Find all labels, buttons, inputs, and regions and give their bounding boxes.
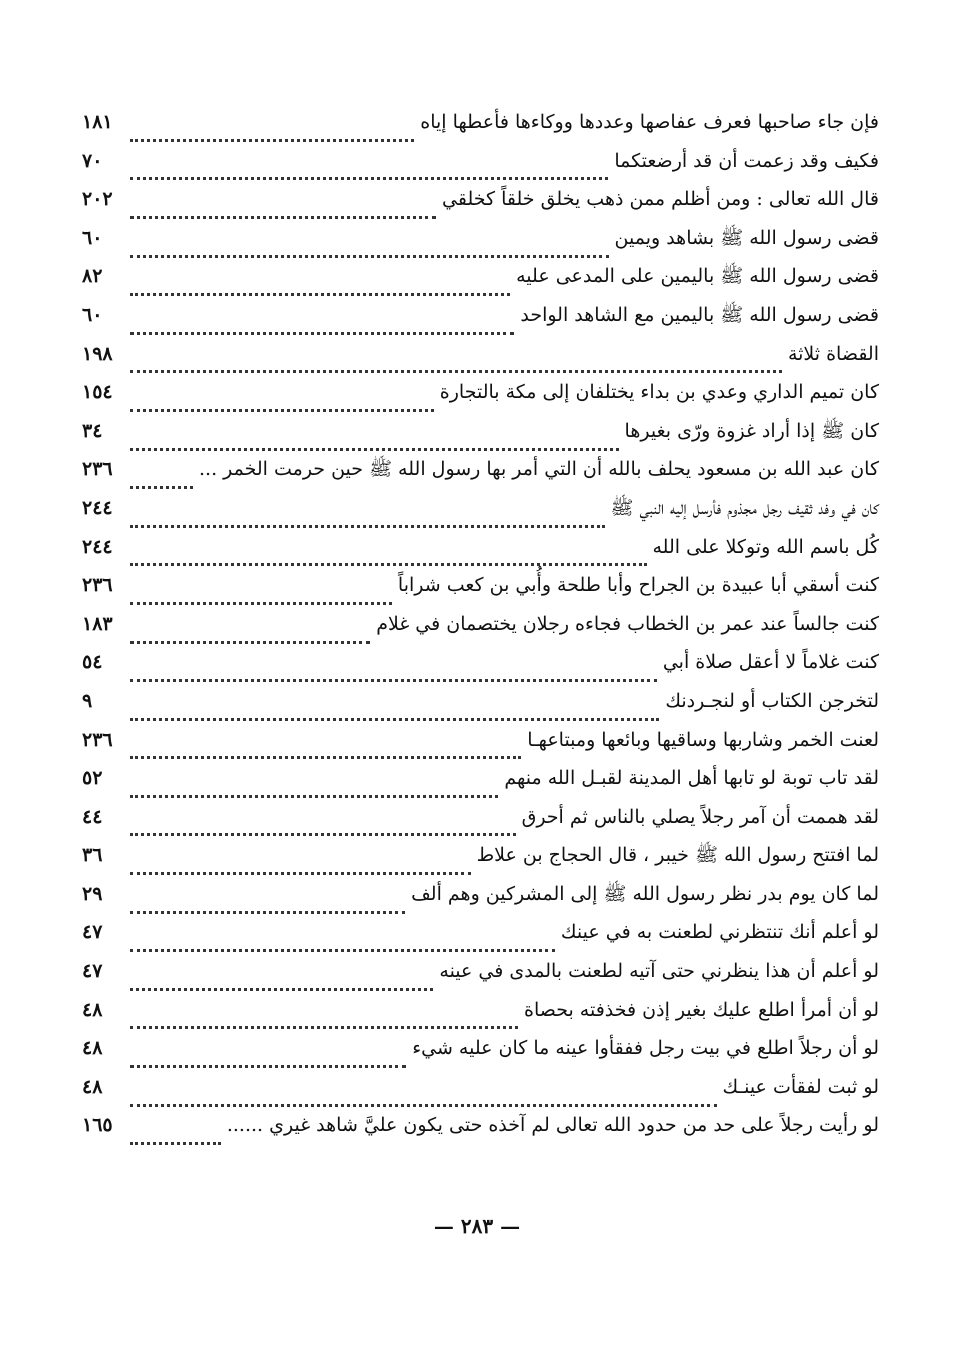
dot-leader [130, 598, 392, 605]
dot-leader [130, 405, 434, 412]
entry-page-number: ١٨١ [82, 111, 113, 133]
dot-leader [130, 521, 605, 528]
index-entry [82, 383, 879, 422]
entry-page-number: ٨٢ [82, 265, 103, 288]
entry-text: لعنت الخمر وشاربها وساقيها وبائعها ومبتاعهـا [527, 728, 879, 751]
dot-leader [130, 559, 647, 566]
dot-leader [130, 675, 657, 682]
entry-page-number: ٤٨ [82, 998, 103, 1021]
entry-page-number: ٢٤٤ [82, 496, 113, 519]
index-entry [82, 882, 879, 924]
entry-text: لو رأيت رجلاً على حد من حدود الله تعالى لم آخذه حتى يكون عليَّ شاهد غيري ...... [226, 1114, 879, 1137]
index-entry [82, 460, 879, 499]
entry-page-number: ٢٣٦ [82, 728, 113, 751]
entry-text: لتخرجن الكتاب أو لنجـردنك [665, 689, 879, 712]
index-entry [82, 923, 879, 962]
dot-leader [130, 173, 608, 180]
page-number: — ٢٨٣ — [433, 1214, 521, 1238]
entry-text: لما افتتح رسول الله ﷺ خيبر ، قال الحجاج بن علاط [476, 844, 879, 867]
entry-page-number: ٤٧ [82, 921, 103, 944]
dot-leader [130, 714, 659, 721]
dot-leader [130, 637, 370, 644]
dot-leader [130, 212, 436, 219]
index-entry [82, 1116, 879, 1155]
entry-text: لو أعلم أنك تنتظرني لطعنت به في عينك [560, 921, 879, 944]
entry-text: كنت جالساً عند عمر بن الخطاب فجاءه رجلان يختصمان في غلام [376, 612, 879, 635]
index-entry [82, 653, 879, 692]
dot-leader [130, 907, 405, 914]
index-entry [82, 190, 879, 229]
entry-page-number: ٢٣٦ [82, 458, 113, 481]
entry-text: لو أعلم أن هذا ينظرني حتى آتيه لطعنت بالمدى في عينه [439, 960, 879, 983]
entry-text: قال الله تعالى : ومن أظلم ممن ذهب يخلق خلقاً كخلقي [442, 188, 879, 211]
entry-page-number: ٥٤ [82, 651, 103, 674]
dot-leader [130, 829, 516, 836]
index-entry [82, 113, 879, 152]
entry-text: لو أن أمرأ اطلع عليك بغير إذن فخذفته بحصاة [523, 998, 879, 1021]
dot-leader [130, 945, 555, 952]
dot-leader [130, 1138, 221, 1145]
entry-text: كان في وفد ثقيف رجل مجذوم فأرسل إليه النبي ﷺ [610, 496, 879, 519]
index-entry [82, 962, 879, 1001]
index-entry [82, 496, 879, 538]
dot-leader [130, 289, 510, 296]
dot-leader [130, 135, 414, 142]
entry-text: فكيف وقد زعمت أن قد أرضعتكما [614, 149, 879, 172]
index-entry [82, 689, 879, 731]
entry-text: لو أن رجلاً اطلع في بيت رجل ففقأوا عينه ما كان عليه شيء [412, 1037, 879, 1060]
index-entry [82, 226, 879, 268]
dot-leader [130, 1061, 406, 1068]
entry-page-number: ٤٨ [82, 1075, 103, 1098]
dot-leader [130, 366, 782, 373]
entry-text: قضى رسول الله ﷺ باليمين مع الشاهد الواحد [520, 303, 879, 326]
entry-page-number: ٢٤٤ [82, 535, 113, 558]
entry-page-number: ١٨٣ [82, 612, 113, 635]
entry-text: كنت غلاماً لا أعقل صلاة أبي [662, 651, 879, 674]
index-entry [82, 267, 879, 306]
entry-page-number: ٣٦ [82, 844, 103, 867]
entry-text: كان تميم الداري وعدي بن بداء يختلفان إلى مكة بالتجارة [439, 381, 879, 404]
entry-page-number: ٤٨ [82, 1037, 103, 1060]
entry-text: قضى رسول الله ﷺ بشاهد ويمين [614, 226, 879, 249]
entry-text: كُل باسم الله وتوكلا على الله [652, 535, 879, 558]
entry-page-number: ٢٠٢ [82, 188, 113, 211]
entry-page-number: ٤٤ [82, 805, 103, 828]
entry-page-number: ٣٤ [82, 419, 103, 442]
index-entry [82, 535, 879, 577]
index-entry [82, 728, 879, 770]
entry-page-number: ٥٢ [82, 767, 103, 790]
index-entry [82, 1039, 879, 1078]
dot-leader [130, 791, 498, 798]
entry-page-number: ٦٠ [82, 303, 103, 326]
index-entry [82, 769, 879, 808]
dot-leader [130, 984, 433, 991]
entry-page-number: ٢٣٦ [82, 574, 113, 597]
entry-page-number: ٩ [82, 689, 93, 712]
dot-leader [130, 251, 609, 258]
entry-page-number: ١٥٤ [82, 381, 113, 404]
dot-leader [130, 752, 521, 759]
entry-page-number: ٧٠ [82, 149, 103, 172]
index-entry [82, 998, 879, 1040]
dot-leader [130, 1022, 518, 1029]
entry-text: قضى رسول الله ﷺ باليمين على المدعى عليه [516, 265, 879, 288]
index-entry [82, 846, 879, 885]
dot-leader [130, 482, 193, 489]
dot-leader [130, 868, 471, 875]
index-entry [82, 1075, 879, 1117]
entry-text: كان عبد الله بن مسعود يحلف بالله أن التي أمر بها رسول الله ﷺ حين حرمت الخمر ... [198, 458, 879, 481]
dot-leader [130, 328, 514, 335]
entry-page-number: ١٦٥ [82, 1114, 113, 1137]
entry-text: لو ثبت لفقأت عينـك [722, 1075, 879, 1098]
entry-page-number: ٦٠ [82, 226, 103, 249]
entry-text: كنت أسقي أبا عبيدة بن الجراح وأبا طلحة وأُبي بن كعب شراباً [397, 574, 879, 597]
index-entry [82, 342, 879, 384]
entry-text: كان ﷺ إذا أراد غزوة ورّى بغيرها [624, 419, 879, 442]
index-entry [82, 612, 879, 654]
entry-text: لقد هممت أن آمر رجلاً يصلي بالناس ثم أحرق [521, 805, 879, 828]
entry-page-number: ٢٩ [82, 882, 103, 905]
hadith-index-list [82, 113, 879, 1155]
entry-text: القضاة ثلاثة [787, 342, 879, 365]
entry-text: لما كان يوم بدر نظر رسول الله ﷺ إلى المشركين وهم ألف [411, 882, 879, 905]
entry-page-number: ١٩٨ [82, 342, 113, 365]
index-entry [82, 576, 879, 615]
index-entry [82, 805, 879, 847]
index-entry [82, 419, 879, 461]
dot-leader [130, 1100, 717, 1107]
index-entry [82, 303, 879, 345]
entry-text: فإن جاء صاحبها فعرف عفاصها وعددها ووكاءها فأعطها إياه [420, 111, 879, 133]
index-entry [82, 149, 879, 191]
dot-leader [130, 444, 619, 451]
entry-text: لقد تاب توبة لو تابها أهل المدينة لقبـل الله منهم [504, 767, 879, 790]
entry-page-number: ٤٧ [82, 960, 103, 983]
